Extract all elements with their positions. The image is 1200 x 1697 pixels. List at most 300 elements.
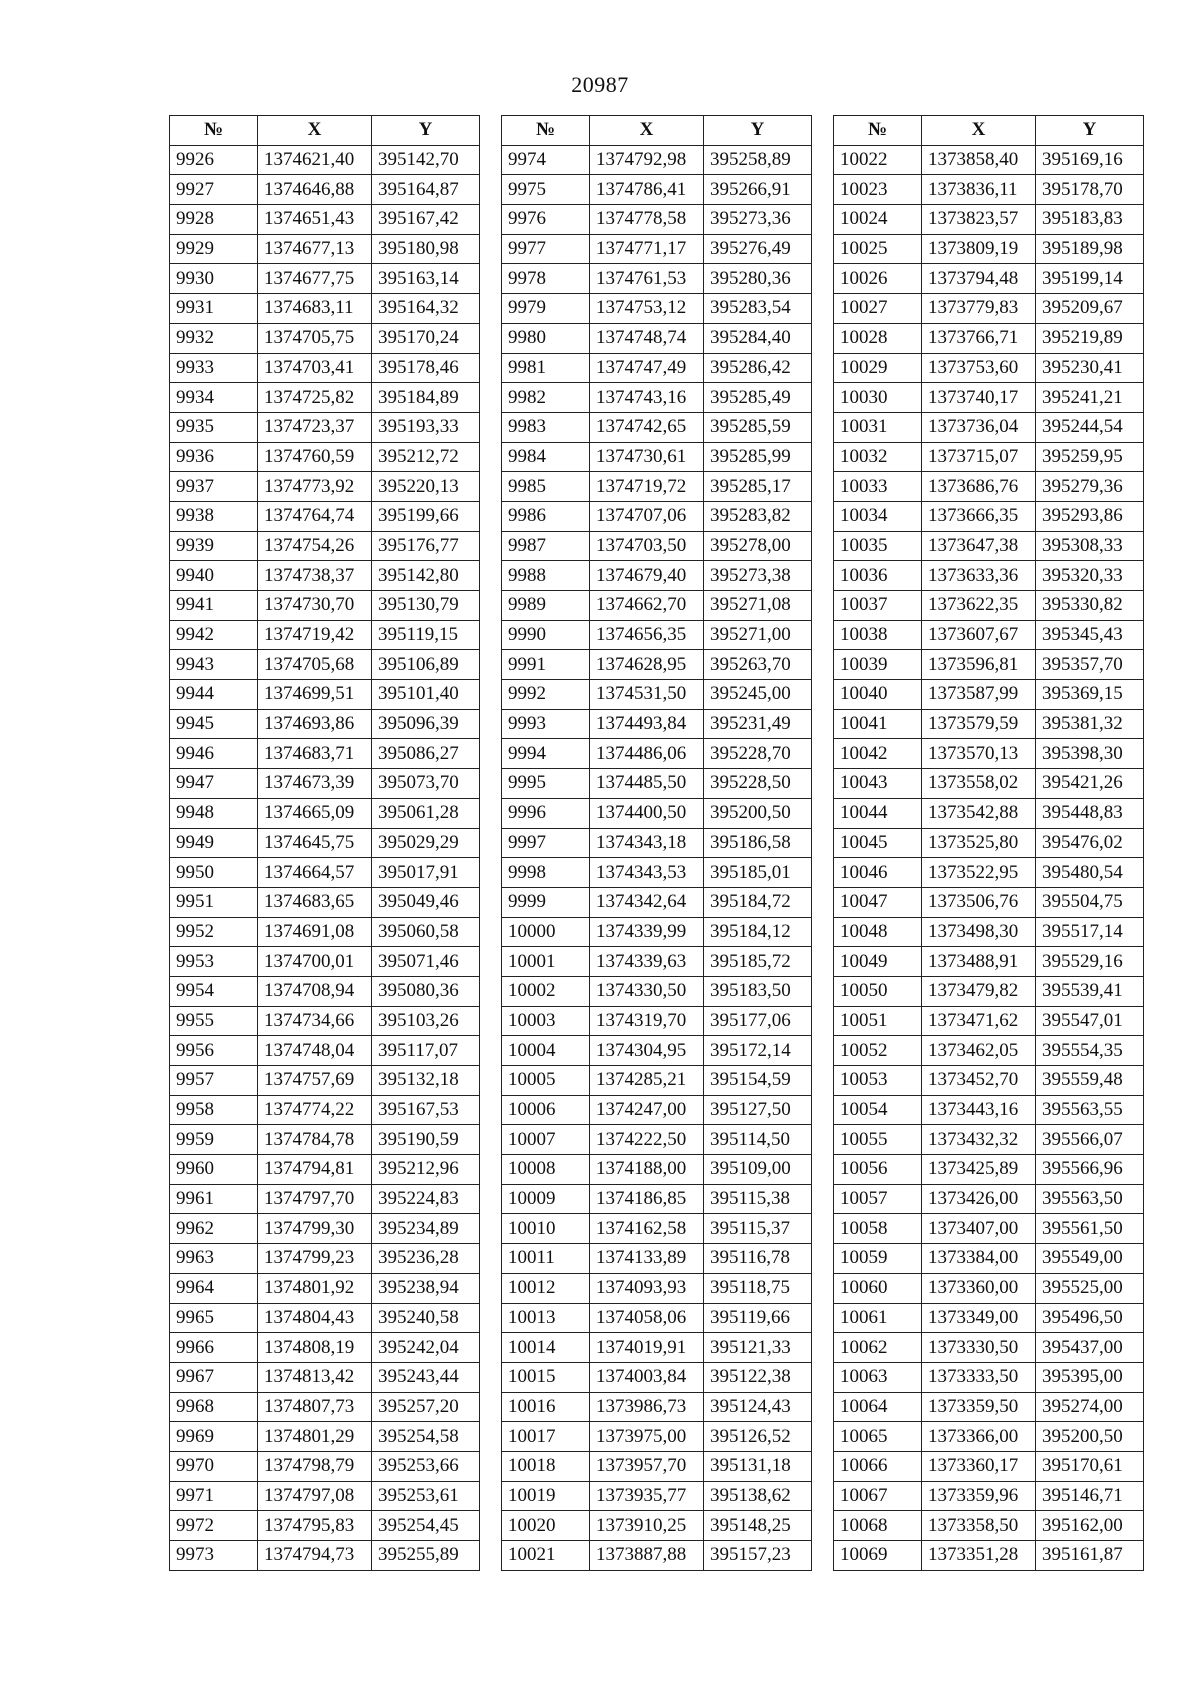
cell-x: 1374651,43 [258,205,372,235]
cell-y: 395116,78 [704,1244,812,1274]
cell-y: 395119,15 [372,620,480,650]
cell-x: 1374753,12 [590,294,704,324]
cell-y: 395162,00 [1036,1511,1144,1541]
cell-y: 395254,45 [372,1511,480,1541]
cell-x: 1373522,95 [922,858,1036,888]
cell-number: 9964 [170,1273,258,1303]
cell-number: 10040 [834,680,922,710]
table-row [502,917,812,947]
cell-number: 9983 [502,412,590,442]
header-x: X [258,116,372,146]
table-row [502,442,812,472]
cell-y: 395189,98 [1036,234,1144,264]
cell-y: 395161,87 [1036,1541,1144,1571]
cell-x: 1373779,83 [922,294,1036,324]
cell-number: 10051 [834,1006,922,1036]
cell-x: 1374708,94 [258,976,372,1006]
cell-y: 395115,37 [704,1214,812,1244]
table-row [834,650,1144,680]
header-y: Y [704,116,812,146]
table-row [170,353,480,383]
cell-number: 10018 [502,1451,590,1481]
cell-x: 1374058,06 [590,1303,704,1333]
table-row [502,1481,812,1511]
cell-y: 395561,50 [1036,1214,1144,1244]
cell-y: 395234,89 [372,1214,480,1244]
cell-y: 395132,18 [372,1066,480,1096]
cell-y: 395263,70 [704,650,812,680]
cell-number: 10020 [502,1511,590,1541]
cell-x: 1373935,77 [590,1481,704,1511]
cell-y: 395212,96 [372,1155,480,1185]
cell-x: 1374807,73 [258,1392,372,1422]
table-row [170,264,480,294]
cell-y: 395183,50 [704,976,812,1006]
table-row [502,1333,812,1363]
cell-number: 9993 [502,709,590,739]
cell-number: 10033 [834,472,922,502]
cell-y: 395109,00 [704,1155,812,1185]
cell-number: 9932 [170,323,258,353]
cell-number: 9938 [170,501,258,531]
cell-number: 10027 [834,294,922,324]
table-row [834,1273,1144,1303]
cell-x: 1373753,60 [922,353,1036,383]
cell-x: 1374339,99 [590,917,704,947]
cell-number: 10010 [502,1214,590,1244]
table-row [834,1095,1144,1125]
cell-y: 395185,01 [704,858,812,888]
cell-x: 1373607,67 [922,620,1036,650]
cell-x: 1374798,79 [258,1451,372,1481]
table-row [834,472,1144,502]
cell-y: 395146,71 [1036,1481,1144,1511]
table-row [834,1214,1144,1244]
table-row [834,1422,1144,1452]
table-row [502,1006,812,1036]
table-row [834,591,1144,621]
cell-number: 9949 [170,828,258,858]
cell-number: 9959 [170,1125,258,1155]
table-row [170,858,480,888]
cell-number: 10021 [502,1541,590,1571]
cell-y: 395276,49 [704,234,812,264]
cell-number: 10061 [834,1303,922,1333]
cell-x: 1373432,32 [922,1125,1036,1155]
cell-number: 10032 [834,442,922,472]
cell-x: 1374719,42 [258,620,372,650]
cell-x: 1374646,88 [258,175,372,205]
cell-y: 395131,18 [704,1451,812,1481]
cell-y: 395448,83 [1036,798,1144,828]
cell-x: 1374656,35 [590,620,704,650]
cell-x: 1374794,81 [258,1155,372,1185]
table-row [170,1273,480,1303]
cell-number: 9948 [170,798,258,828]
cell-number: 10039 [834,650,922,680]
cell-y: 395279,36 [1036,472,1144,502]
cell-number: 10001 [502,947,590,977]
table-row [502,828,812,858]
cell-x: 1374691,08 [258,917,372,947]
cell-y: 395559,48 [1036,1066,1144,1096]
cell-number: 9971 [170,1481,258,1511]
table-row [834,264,1144,294]
table-row [834,828,1144,858]
cell-number: 10024 [834,205,922,235]
table-row [502,858,812,888]
table-row [170,680,480,710]
table-row [170,383,480,413]
cell-y: 395119,66 [704,1303,812,1333]
cell-y: 395130,79 [372,591,480,621]
cell-y: 395231,49 [704,709,812,739]
table-row [834,501,1144,531]
cell-y: 395517,14 [1036,917,1144,947]
cell-number: 10011 [502,1244,590,1274]
table-row [502,1303,812,1333]
cell-y: 395230,41 [1036,353,1144,383]
cell-x: 1373633,36 [922,561,1036,591]
cell-y: 395148,25 [704,1511,812,1541]
table-row [834,947,1144,977]
table-row [502,1273,812,1303]
cell-x: 1374677,13 [258,234,372,264]
coordinate-tables [0,115,1200,1615]
cell-y: 395504,75 [1036,887,1144,917]
table-row [502,1184,812,1214]
cell-y: 395060,58 [372,917,480,947]
cell-y: 395285,99 [704,442,812,472]
cell-x: 1374784,78 [258,1125,372,1155]
cell-number: 9940 [170,561,258,591]
cell-x: 1374664,57 [258,858,372,888]
cell-y: 395199,14 [1036,264,1144,294]
cell-y: 395117,07 [372,1036,480,1066]
cell-number: 10014 [502,1333,590,1363]
cell-number: 9947 [170,769,258,799]
table-header-row [170,116,480,146]
cell-x: 1374699,51 [258,680,372,710]
cell-number: 9970 [170,1451,258,1481]
table-row [834,1541,1144,1571]
cell-y: 395437,00 [1036,1333,1144,1363]
cell-number: 9954 [170,976,258,1006]
table-row [834,1303,1144,1333]
table-row [170,205,480,235]
cell-x: 1374801,29 [258,1422,372,1452]
cell-number: 10069 [834,1541,922,1571]
cell-number: 9967 [170,1362,258,1392]
table-row [502,680,812,710]
cell-y: 395259,95 [1036,442,1144,472]
table-row [834,353,1144,383]
cell-x: 1374342,64 [590,887,704,917]
cell-y: 395228,70 [704,739,812,769]
cell-y: 395476,02 [1036,828,1144,858]
cell-y: 395101,40 [372,680,480,710]
table-row [170,1036,480,1066]
cell-x: 1373986,73 [590,1392,704,1422]
table-row [834,383,1144,413]
cell-x: 1374019,91 [590,1333,704,1363]
cell-y: 395157,23 [704,1541,812,1571]
cell-number: 9936 [170,442,258,472]
cell-x: 1374813,42 [258,1362,372,1392]
cell-number: 9978 [502,264,590,294]
table-row [834,205,1144,235]
cell-number: 9930 [170,264,258,294]
cell-x: 1374742,65 [590,412,704,442]
cell-x: 1374339,63 [590,947,704,977]
table-row [834,887,1144,917]
table-row [502,234,812,264]
cell-x: 1374754,26 [258,531,372,561]
cell-x: 1374285,21 [590,1066,704,1096]
cell-y: 395138,62 [704,1481,812,1511]
cell-y: 395244,54 [1036,412,1144,442]
cell-x: 1374808,19 [258,1333,372,1363]
cell-y: 395193,33 [372,412,480,442]
cell-number: 9956 [170,1036,258,1066]
cell-number: 9981 [502,353,590,383]
cell-number: 10036 [834,561,922,591]
cell-y: 395209,67 [1036,294,1144,324]
table-row [502,1125,812,1155]
table-row [170,887,480,917]
cell-y: 395228,50 [704,769,812,799]
cell-number: 10017 [502,1422,590,1452]
cell-number: 9997 [502,828,590,858]
cell-number: 10054 [834,1095,922,1125]
table-row [170,1511,480,1541]
coordinate-table-1 [169,115,480,1571]
table-row [170,145,480,175]
cell-x: 1373736,04 [922,412,1036,442]
cell-number: 9968 [170,1392,258,1422]
cell-y: 395286,42 [704,353,812,383]
table-row [834,294,1144,324]
cell-number: 10047 [834,887,922,917]
cell-number: 9951 [170,887,258,917]
cell-x: 1373498,30 [922,917,1036,947]
cell-x: 1374757,69 [258,1066,372,1096]
cell-number: 10035 [834,531,922,561]
cell-y: 395566,96 [1036,1155,1144,1185]
cell-x: 1374400,50 [590,798,704,828]
cell-number: 10016 [502,1392,590,1422]
cell-y: 395121,33 [704,1333,812,1363]
table-row [170,1184,480,1214]
cell-x: 1373407,00 [922,1214,1036,1244]
table-row [170,442,480,472]
cell-number: 10002 [502,976,590,1006]
cell-y: 395554,35 [1036,1036,1144,1066]
cell-x: 1374771,17 [590,234,704,264]
cell-x: 1374343,18 [590,828,704,858]
cell-number: 10067 [834,1481,922,1511]
cell-y: 395177,06 [704,1006,812,1036]
cell-y: 395280,36 [704,264,812,294]
cell-x: 1374778,58 [590,205,704,235]
cell-number: 10064 [834,1392,922,1422]
cell-y: 395080,36 [372,976,480,1006]
cell-y: 395421,26 [1036,769,1144,799]
cell-y: 395284,40 [704,323,812,353]
cell-number: 10022 [834,145,922,175]
cell-number: 9996 [502,798,590,828]
table-row [834,1451,1144,1481]
cell-number: 9998 [502,858,590,888]
cell-x: 1373622,35 [922,591,1036,621]
table-row [170,472,480,502]
cell-number: 9955 [170,1006,258,1036]
table-row [502,1362,812,1392]
cell-y: 395283,54 [704,294,812,324]
cell-number: 9927 [170,175,258,205]
cell-number: 9942 [170,620,258,650]
table-row [170,1392,480,1422]
cell-x: 1373359,50 [922,1392,1036,1422]
table-row [834,620,1144,650]
cell-x: 1373887,88 [590,1541,704,1571]
cell-y: 395096,39 [372,709,480,739]
coordinate-table-3 [833,115,1144,1571]
table-row [502,709,812,739]
cell-number: 10042 [834,739,922,769]
cell-number: 10053 [834,1066,922,1096]
cell-y: 395539,41 [1036,976,1144,1006]
cell-number: 10041 [834,709,922,739]
cell-number: 9974 [502,145,590,175]
table-row [502,887,812,917]
cell-y: 395122,38 [704,1362,812,1392]
table-row [834,175,1144,205]
table-row [502,739,812,769]
cell-y: 395320,33 [1036,561,1144,591]
cell-x: 1374786,41 [590,175,704,205]
cell-y: 395242,04 [372,1333,480,1363]
table-row [502,264,812,294]
table-row [170,650,480,680]
table-row [170,1125,480,1155]
cell-x: 1374683,71 [258,739,372,769]
table-row [502,323,812,353]
table-row [834,976,1144,1006]
cell-number: 9957 [170,1066,258,1096]
cell-x: 1374683,65 [258,887,372,917]
table-row [834,709,1144,739]
cell-number: 9943 [170,650,258,680]
cell-x: 1373426,00 [922,1184,1036,1214]
table-row [170,1333,480,1363]
cell-number: 9950 [170,858,258,888]
cell-y: 395029,29 [372,828,480,858]
cell-x: 1374761,53 [590,264,704,294]
table-row [170,976,480,1006]
cell-x: 1374700,01 [258,947,372,977]
table-row [170,1006,480,1036]
cell-number: 9966 [170,1333,258,1363]
cell-number: 10058 [834,1214,922,1244]
table-row [502,501,812,531]
cell-x: 1373351,28 [922,1541,1036,1571]
table-row [834,917,1144,947]
table-row [834,769,1144,799]
cell-x: 1373359,96 [922,1481,1036,1511]
cell-y: 395254,58 [372,1422,480,1452]
cell-y: 395278,00 [704,531,812,561]
table-row [170,798,480,828]
cell-y: 395049,46 [372,887,480,917]
cell-x: 1373766,71 [922,323,1036,353]
cell-x: 1373858,40 [922,145,1036,175]
table-row [170,412,480,442]
table-row [502,412,812,442]
cell-x: 1374730,61 [590,442,704,472]
table-row [502,1541,812,1571]
cell-x: 1374621,40 [258,145,372,175]
cell-x: 1374683,11 [258,294,372,324]
table-row [170,1303,480,1333]
page-number: 20987 [571,72,629,97]
cell-number: 10025 [834,234,922,264]
cell-number: 10052 [834,1036,922,1066]
cell-y: 395496,50 [1036,1303,1144,1333]
cell-x: 1373823,57 [922,205,1036,235]
cell-y: 395212,72 [372,442,480,472]
cell-y: 395178,46 [372,353,480,383]
cell-x: 1374792,98 [590,145,704,175]
cell-y: 395253,61 [372,1481,480,1511]
table-row [170,1451,480,1481]
cell-x: 1374531,50 [590,680,704,710]
cell-number: 9960 [170,1155,258,1185]
cell-number: 10065 [834,1422,922,1452]
cell-number: 9937 [170,472,258,502]
table-row [502,1511,812,1541]
table-row [502,620,812,650]
cell-y: 395184,89 [372,383,480,413]
cell-x: 1374799,30 [258,1214,372,1244]
cell-y: 395240,58 [372,1303,480,1333]
table-row [502,472,812,502]
table-row [170,769,480,799]
cell-y: 395114,50 [704,1125,812,1155]
cell-x: 1373349,00 [922,1303,1036,1333]
cell-x: 1373471,62 [922,1006,1036,1036]
cell-number: 9935 [170,412,258,442]
header-y: Y [372,116,480,146]
cell-x: 1374719,72 [590,472,704,502]
cell-x: 1373740,17 [922,383,1036,413]
table-row [170,1066,480,1096]
cell-y: 395271,00 [704,620,812,650]
cell-y: 395266,91 [704,175,812,205]
table-row [834,1036,1144,1066]
cell-y: 395219,89 [1036,323,1144,353]
cell-y: 395163,14 [372,264,480,294]
cell-x: 1373647,38 [922,531,1036,561]
cell-y: 395106,89 [372,650,480,680]
cell-x: 1373384,00 [922,1244,1036,1274]
cell-x: 1373360,00 [922,1273,1036,1303]
cell-y: 395190,59 [372,1125,480,1155]
table-row [502,650,812,680]
table-row [502,353,812,383]
cell-y: 395547,01 [1036,1006,1144,1036]
cell-number: 9958 [170,1095,258,1125]
